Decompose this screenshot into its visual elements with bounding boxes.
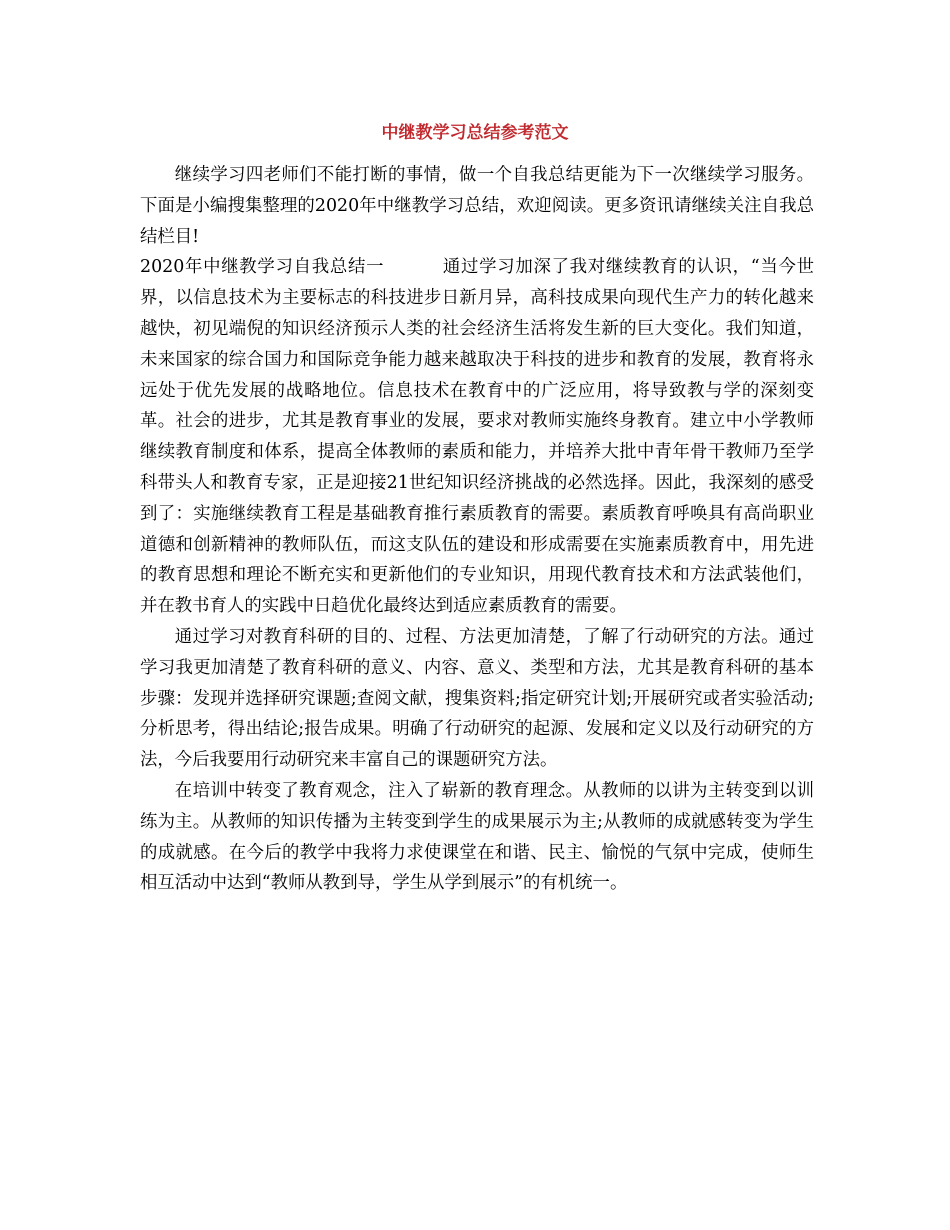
section-heading: 2020年中继教学习自我总结一 bbox=[140, 257, 385, 278]
paragraph-2: 通过学习对教育科研的目的、过程、方法更加清楚，了解了行动研究的方法。通过学习我更加清楚了教育科研的意义、内容、意义、类型和方法，尤其是教育科研的基本步骤：发现并选择研究课题;查阅文献，搜集资料;指定研究计划;开展研究或者实验活动;分析思考，得出结论;报告成果。明确了行动研究的起源、发展和定义以及行动研究的方法，今后我要用行动研究来丰富自己的课题研究方法。 bbox=[140, 626, 814, 771]
paragraph-3: 在培训中转变了教育观念，注入了崭新的教育理念。从教师的以讲为主转变到以训练为主。从教师的知识传播为主转变到学生的成果展示为主;从教师的成就感转变为学生的成就感。在今后的教学中我将力求使课堂在和谐、民主、愉悦的气氛中完成，使师生相互活动中达到“教师从教到导，学生从学到展示”的有机统一。 bbox=[140, 780, 814, 894]
document-body bbox=[140, 160, 814, 899]
intro-paragraph: 继续学习四老师们不能打断的事情，做一个自我总结更能为下一次继续学习服务。下面是小编搜集整理的2020年中继教学习总结，欢迎阅读。更多资讯请继续关注自我总结栏目! bbox=[140, 165, 814, 247]
paragraph-1-text: 通过学习加深了我对继续教育的认识，“当今世界，以信息技术为主要标志的科技进步日新月异，高科技成果向现代生产力的转化越来越快，初见端倪的知识经济预示人类的社会经济生活将发生新的巨大变化。我们知道，未来国家的综合国力和国际竞争能力越来越取决于科技的进步和教育的发展，教育将永远处于优先发展的战略地位。信息技术在教育中的广泛应用，将导致教与学的深刻变革。社会的进步，尤其是教育事业的发展，要求对教师实施终身教育。建立中小学教师继续教育制度和体系，提高全体教师的素质和能力，并培养大批中青年骨干教师乃至学科带头人和教育专家，正是迎接21世纪知识经济挑战的必然选择。因此，我深刻的感受到了：实施继续教育工程是基础教育推行素质教育的需要。素质教育呼唤具有高尚职业道德和创新精神的教师队伍，而这支队伍的建设和形成需要在实施素质教育中，用先进的教育思想和理论不断充实和更新他们的专业知识，用现代教育技术和方法武装他们，并在教书育人的实践中日趋优化最终达到适应素质教育的需要。 bbox=[140, 257, 814, 617]
section-paragraph-1 bbox=[140, 252, 814, 622]
page-title: 中继教学习总结参考范文 bbox=[381, 123, 569, 143]
